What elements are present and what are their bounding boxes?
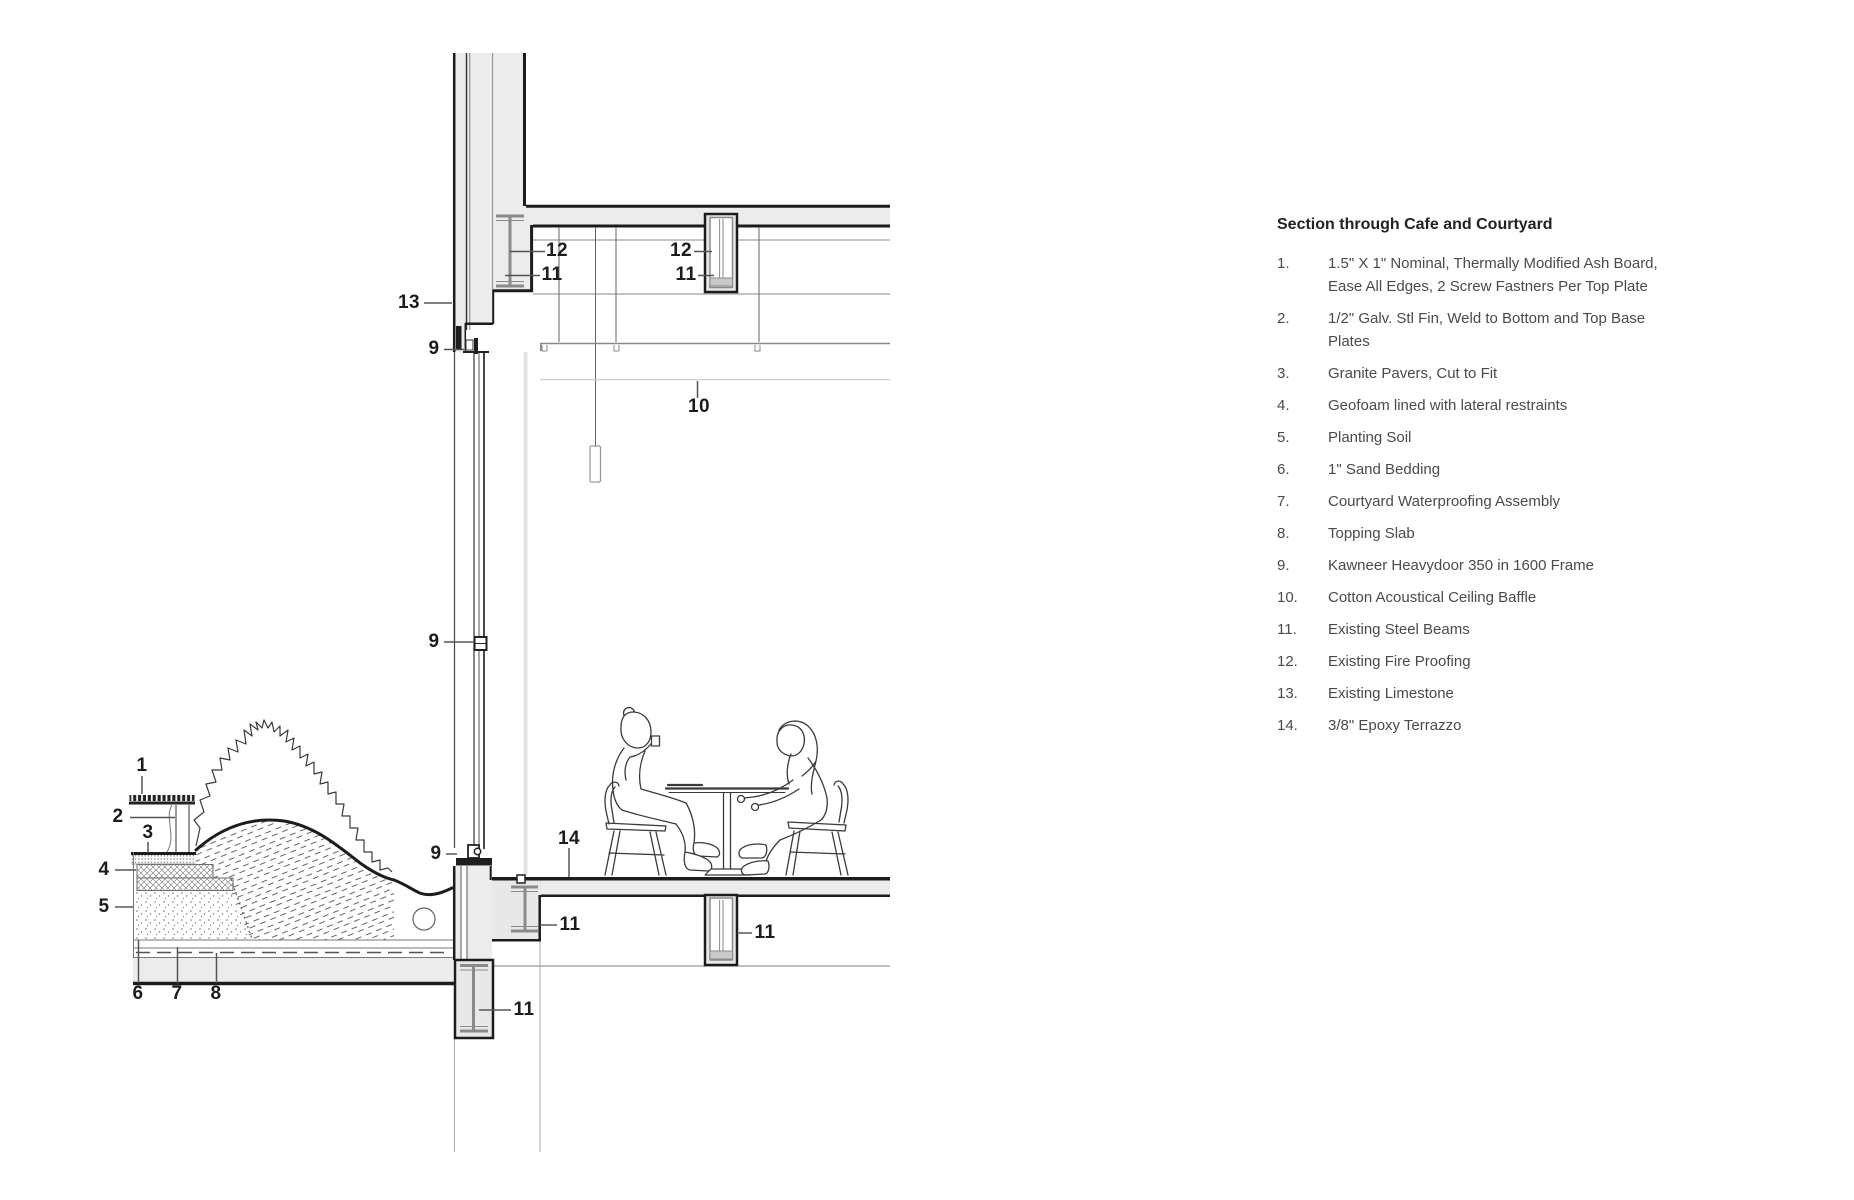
callout-fin: 2 bbox=[112, 806, 124, 827]
legend-item-text: Kawneer Heavydoor 350 in 1600 Frame bbox=[1328, 557, 1594, 574]
legend-item-text: Geofoam lined with lateral restraints bbox=[1328, 397, 1568, 414]
legend-title: Section through Cafe and Courtyard bbox=[1277, 216, 1553, 233]
callout-pavers: 3 bbox=[142, 822, 154, 843]
cafe-floor bbox=[492, 880, 890, 966]
legend bbox=[1277, 215, 1747, 746]
legend-item-text: Courtyard Waterproofing Assembly bbox=[1328, 493, 1561, 510]
legend-item-6 bbox=[1277, 458, 1747, 481]
legend-item-text: Granite Pavers, Cut to Fit bbox=[1328, 365, 1498, 382]
legend-item-text: Cotton Acoustical Ceiling Baffle bbox=[1328, 589, 1537, 606]
legend-item-number: 11. bbox=[1277, 621, 1297, 638]
legend-item-10 bbox=[1277, 586, 1747, 609]
courtyard-upstand bbox=[453, 866, 493, 1038]
callout-waterproofing: 7 bbox=[171, 983, 183, 1004]
legend-item-text: 1/2" Galv. Stl Fin, Weld to Bottom and Top Base Plates bbox=[1328, 310, 1646, 350]
legend-item-text: Planting Soil bbox=[1328, 429, 1412, 446]
floor-edge-joint bbox=[517, 875, 525, 883]
legend-item-text: Existing Fire Proofing bbox=[1328, 653, 1471, 670]
legend-item-9 bbox=[1277, 554, 1747, 577]
callout-fireproof-right: 12 bbox=[670, 240, 692, 261]
legend-item-number: 3. bbox=[1277, 365, 1290, 382]
granite-pavers bbox=[131, 854, 196, 865]
legend-item-text: 3/8" Epoxy Terrazzo bbox=[1328, 717, 1462, 734]
legend-item-text: Topping Slab bbox=[1328, 525, 1415, 542]
legend-item-11 bbox=[1277, 618, 1747, 641]
callout-steel-below: 11 bbox=[513, 999, 535, 1020]
legend-item-number: 4. bbox=[1277, 397, 1290, 414]
legend-item-12 bbox=[1277, 650, 1747, 673]
legend-item-7 bbox=[1277, 490, 1747, 513]
callout-door-sill: 9 bbox=[430, 843, 442, 864]
legend-item-number: 6. bbox=[1277, 461, 1290, 478]
cafe-scene bbox=[605, 708, 848, 876]
callout-steel-floor-left: 11 bbox=[559, 914, 581, 935]
legend-item-3 bbox=[1277, 362, 1747, 385]
callout-fireproof-left: 12 bbox=[546, 240, 568, 261]
legend-item-text: Existing Limestone bbox=[1328, 685, 1454, 702]
limestone-wall bbox=[453, 53, 533, 352]
legend-item-4 bbox=[1277, 394, 1747, 417]
bench-assembly bbox=[129, 795, 195, 852]
callout-soil: 5 bbox=[98, 896, 110, 917]
fireproofed-ceiling-beam bbox=[705, 214, 737, 292]
callout-door-mid: 9 bbox=[428, 631, 440, 652]
callout-steel-right: 11 bbox=[675, 264, 697, 285]
legend-item-number: 8. bbox=[1277, 525, 1290, 542]
callout-door-head: 9 bbox=[428, 338, 440, 359]
callout-terrazzo: 14 bbox=[558, 828, 580, 849]
callout-limestone: 13 bbox=[398, 292, 420, 313]
legend-item-number: 13. bbox=[1277, 685, 1298, 702]
legend-item-14 bbox=[1277, 714, 1747, 737]
callout-steel-left: 11 bbox=[541, 264, 563, 285]
legend-item-text: Existing Steel Beams bbox=[1328, 621, 1470, 638]
legend-item-2 bbox=[1277, 307, 1747, 353]
callout-sand: 6 bbox=[132, 983, 144, 1004]
legend-item-number: 5. bbox=[1277, 429, 1290, 446]
legend-item-number: 12. bbox=[1277, 653, 1298, 670]
hanging-baffle bbox=[590, 446, 601, 482]
callout-bench: 1 bbox=[136, 755, 148, 776]
callout-steel-floor-mid: 11 bbox=[754, 922, 776, 943]
legend-item-5 bbox=[1277, 426, 1747, 449]
callout-topping: 8 bbox=[210, 983, 222, 1004]
legend-item-13 bbox=[1277, 682, 1747, 705]
legend-item-number: 9. bbox=[1277, 557, 1290, 574]
legend-item-number: 7. bbox=[1277, 493, 1290, 510]
drain-pipe bbox=[413, 908, 435, 930]
legend-item-8 bbox=[1277, 522, 1747, 545]
legend-item-number: 14. bbox=[1277, 717, 1298, 734]
heavydoor-frame bbox=[455, 326, 493, 866]
legend-item-number: 10. bbox=[1277, 589, 1298, 606]
legend-item-1 bbox=[1277, 252, 1747, 298]
callout-baffle: 10 bbox=[688, 396, 710, 417]
legend-item-number: 1. bbox=[1277, 255, 1290, 272]
legend-item-text: 1" Sand Bedding bbox=[1328, 461, 1441, 478]
legend-item-text: 1.5" X 1" Nominal, Thermally Modified Ash Board, Ease All Edges, 2 Screw Fastners Per Top Plate bbox=[1328, 255, 1658, 295]
legend-item-number: 2. bbox=[1277, 310, 1290, 327]
callout-geofoam: 4 bbox=[98, 859, 110, 880]
